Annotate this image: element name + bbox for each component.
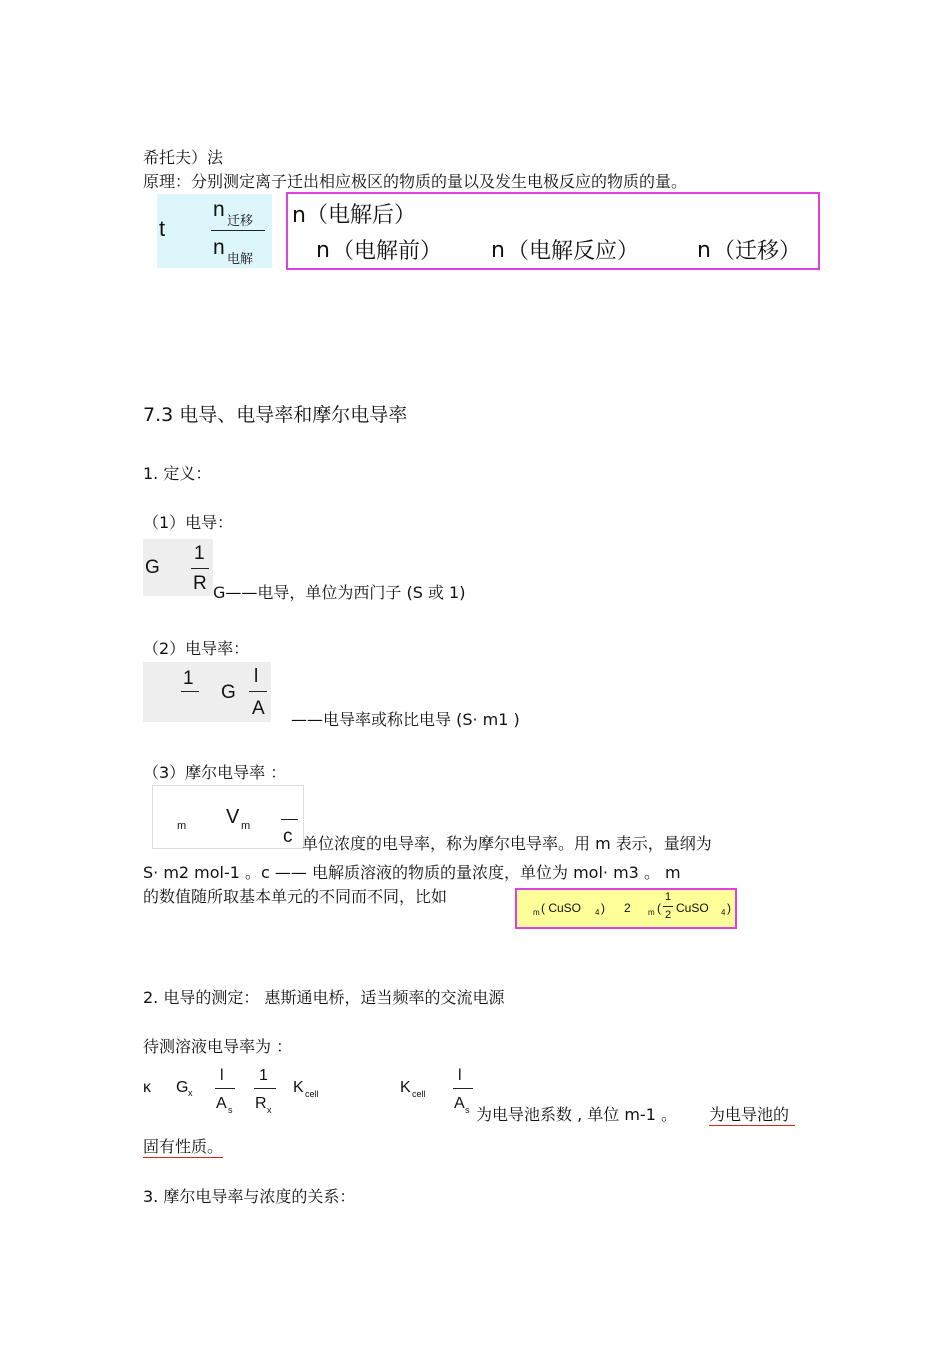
example-sub1: 4 — [595, 908, 600, 917]
box-n-3: n — [697, 238, 711, 263]
example-half-num: 1 — [665, 891, 672, 903]
intrinsic-property-text-a: 为电导池的 — [709, 1102, 795, 1126]
formula-l2: l — [458, 1067, 462, 1084]
box-term-2: （电解反应） — [507, 239, 640, 264]
box-term-3: （迁移） — [713, 239, 802, 264]
numerator-n: n — [213, 198, 225, 221]
fraction-bar — [191, 568, 209, 569]
molar-label: （3）摩尔电导率 ： — [143, 763, 287, 782]
formula-one: 1 — [259, 1067, 268, 1084]
conductivity-one: 1 — [183, 668, 194, 689]
formula-G: G — [176, 1079, 189, 1096]
numerator-sub: 迁移 — [227, 214, 254, 229]
molar-m: m — [177, 820, 187, 832]
measurement-heading: 2. 电导的测定： 惠斯通电桥，适当频率的交流电源 — [143, 988, 505, 1007]
formula-A2: A — [454, 1095, 465, 1112]
formula-K2: K — [400, 1079, 411, 1096]
conductance-label: （1）电导： — [143, 513, 234, 532]
transfer-t: t — [159, 216, 166, 241]
conductance-one: 1 — [194, 543, 205, 564]
denominator-n: n — [213, 236, 225, 259]
conductivity-l: l — [254, 666, 259, 687]
molar-c: c — [283, 826, 293, 847]
molar-text-3: 的数值随所取基本单元的不同而不同，比如 — [143, 887, 448, 906]
fraction-bar — [211, 230, 265, 231]
box-term-1: （电解前） — [332, 239, 443, 264]
kappa-symbol: κ — [143, 1079, 151, 1096]
molar-V: V — [226, 806, 240, 828]
fraction-bar — [663, 906, 673, 907]
example-two: 2 — [624, 901, 631, 915]
fraction-bar — [281, 819, 298, 820]
conductivity-A: A — [252, 698, 265, 719]
molar-formula — [152, 785, 304, 849]
molar-V-sub: m — [241, 820, 251, 832]
fraction-bar — [249, 691, 267, 692]
molar-example-box — [515, 888, 737, 929]
box-n-2: n — [491, 238, 505, 263]
example-half-den: 2 — [665, 909, 672, 921]
example-close2: ) — [727, 901, 731, 915]
formula-K1-sub: cell — [305, 1089, 319, 1099]
conductance-R: R — [193, 573, 207, 594]
measurement-line: 待测溶液电导率为 ： — [143, 1037, 293, 1056]
conductance-desc: G——电导，单位为西门子 (S 或 1) — [213, 583, 466, 602]
formula-A2-sub: s — [465, 1105, 470, 1115]
relation-heading: 3. 摩尔电导率与浓度的关系： — [143, 1187, 356, 1206]
conductance-formula — [143, 539, 213, 596]
fraction-bar — [181, 691, 199, 692]
conductivity-formula — [143, 662, 271, 722]
fraction-bar — [215, 1088, 235, 1089]
transfer-number-formula — [157, 194, 272, 268]
molar-text-2: S· m2 mol-1 。c —— 电解质溶液的物质的量浓度，单位为 mol· m3 。 m — [143, 863, 681, 882]
formula-A1: A — [216, 1095, 227, 1112]
formula-A1-sub: s — [228, 1105, 233, 1115]
example-open2: ( — [657, 901, 661, 915]
conductivity-G: G — [221, 682, 236, 703]
formula-R: R — [255, 1095, 267, 1112]
intrinsic-property-text-b: 固有性质。 — [143, 1134, 223, 1158]
formula-K2-sub: cell — [412, 1089, 426, 1099]
conductivity-desc: ——电导率或称比电导 (S· m1 ) — [291, 710, 520, 729]
denominator-sub: 电解 — [227, 252, 254, 267]
formula-K1: K — [293, 1079, 304, 1096]
conductance-G: G — [145, 557, 160, 578]
formula-l1: l — [220, 1067, 224, 1084]
example-sub2: 4 — [721, 908, 726, 917]
intro-line-2: 原理：分别测定离子迁出相应极区的物质的量以及发生电极反应的物质的量。 — [143, 172, 688, 191]
transfer-equation-box — [286, 192, 820, 270]
cell-constant-text: 为电导池系数 , 单位 m-1 。 — [476, 1105, 677, 1124]
example-part2: CuSO — [676, 901, 709, 915]
formula-G-sub: x — [188, 1088, 193, 1098]
example-close1: ) — [601, 901, 605, 915]
section-title: 7.3 电导、电导率和摩尔电导率 — [143, 404, 408, 426]
example-m1: m — [533, 908, 540, 917]
example-part1: ( CuSO — [541, 901, 582, 915]
cell-constant-formula — [143, 1065, 473, 1117]
intro-line-1: 希托夫）法 — [143, 148, 224, 167]
example-m2: m — [648, 908, 655, 917]
box-line-1: n（电解后） — [292, 203, 416, 228]
box-n-1: n — [316, 238, 330, 263]
molar-text-1: 单位浓度的电导率，称为摩尔电导率。用 m 表示，量纲为 — [302, 834, 712, 853]
fraction-bar — [254, 1088, 276, 1089]
definition-heading: 1. 定义： — [143, 464, 212, 483]
conductivity-label: （2）电导率： — [143, 639, 250, 658]
formula-R-sub: x — [267, 1105, 272, 1115]
fraction-bar — [453, 1088, 473, 1089]
